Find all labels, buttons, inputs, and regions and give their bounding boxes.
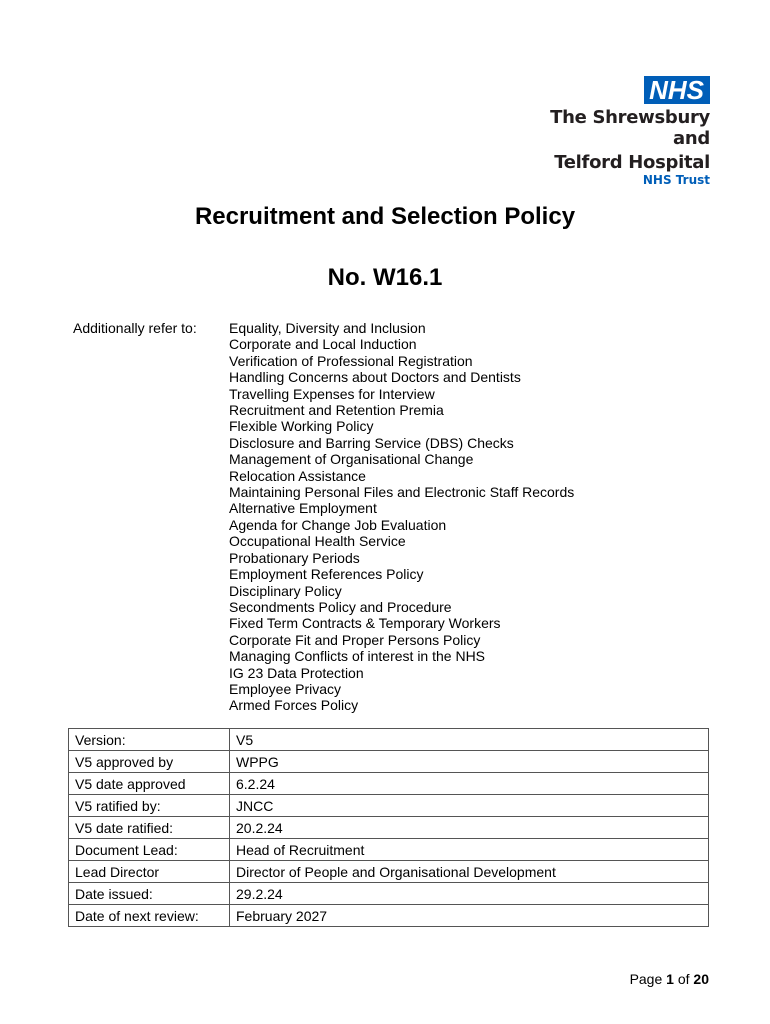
refer-list-item: Recruitment and Retention Premia bbox=[229, 402, 444, 419]
refer-list-item: Disclosure and Barring Service (DBS) Checks bbox=[229, 434, 514, 451]
table-row bbox=[69, 817, 709, 839]
refer-list-item: Managing Conflicts of interest in the NHS bbox=[229, 648, 486, 665]
table-value: 29.2.24 bbox=[230, 883, 709, 905]
refer-list-item: Employee Privacy bbox=[229, 680, 342, 697]
table-key: V5 approved by bbox=[69, 751, 230, 773]
refer-label: Additionally refer to: bbox=[73, 320, 197, 336]
refer-list-item: Flexible Working Policy bbox=[229, 418, 374, 435]
page-word: Page bbox=[629, 971, 663, 987]
table-row bbox=[69, 861, 709, 883]
table-value: V5 bbox=[230, 729, 709, 751]
table-row bbox=[69, 729, 709, 751]
table-row bbox=[69, 751, 709, 773]
page-total: 20 bbox=[693, 971, 709, 987]
table-key: Document Lead: bbox=[69, 839, 230, 861]
table-value: 20.2.24 bbox=[230, 817, 709, 839]
table-row bbox=[69, 795, 709, 817]
table-value: February 2027 bbox=[230, 905, 709, 927]
refer-list-item: Fixed Term Contracts & Temporary Workers bbox=[229, 615, 501, 632]
table-key: V5 date approved bbox=[69, 773, 230, 795]
document-title: Recruitment and Selection Policy bbox=[194, 203, 576, 230]
refer-list-item: Armed Forces Policy bbox=[229, 697, 359, 714]
refer-list-item: IG 23 Data Protection bbox=[229, 664, 364, 681]
table-row bbox=[69, 905, 709, 927]
org-name-line2: Telford Hospital bbox=[554, 152, 710, 173]
organisation-logo bbox=[510, 76, 710, 188]
org-trust: NHS Trust bbox=[642, 173, 710, 187]
page-of-word: of bbox=[677, 971, 690, 987]
table-value: 6.2.24 bbox=[230, 773, 709, 795]
table-row bbox=[69, 883, 709, 905]
refer-list-item: Maintaining Personal Files and Electronic Staff Records bbox=[229, 484, 575, 501]
refer-list-item: Management of Organisational Change bbox=[229, 451, 474, 468]
refer-list-item: Probationary Periods bbox=[229, 549, 360, 566]
document-control-table bbox=[68, 728, 709, 927]
refer-list-item: Employment References Policy bbox=[229, 566, 424, 583]
table-value: Director of People and Organisational Development bbox=[230, 861, 709, 883]
table-key: V5 date ratified: bbox=[69, 817, 230, 839]
refer-list-item: Corporate and Local Induction bbox=[229, 336, 417, 353]
page-number bbox=[630, 971, 709, 987]
refer-list-item: Handling Concerns about Doctors and Dentists bbox=[229, 369, 521, 386]
table-value: WPPG bbox=[230, 751, 709, 773]
table-key: Date of next review: bbox=[69, 905, 230, 927]
table-key: V5 ratified by: bbox=[69, 795, 230, 817]
refer-list-item: Relocation Assistance bbox=[229, 467, 366, 484]
table-key: Version: bbox=[69, 729, 230, 751]
refer-list bbox=[229, 320, 574, 714]
refer-list-item: Verification of Professional Registration bbox=[229, 352, 473, 369]
table-value: Head of Recruitment bbox=[230, 839, 709, 861]
table-row bbox=[69, 839, 709, 861]
refer-list-item: Equality, Diversity and Inclusion bbox=[229, 320, 426, 336]
refer-list-item: Travelling Expenses for Interview bbox=[229, 385, 435, 402]
policy-number: No. W16.1 bbox=[327, 264, 443, 291]
org-name-line1: The Shrewsbury and bbox=[550, 107, 710, 149]
refer-list-item: Corporate Fit and Proper Persons Policy bbox=[229, 631, 481, 648]
page-current: 1 bbox=[666, 971, 674, 987]
refer-list-item: Disciplinary Policy bbox=[229, 582, 342, 599]
refer-list-item: Alternative Employment bbox=[229, 500, 377, 517]
refer-list-item: Agenda for Change Job Evaluation bbox=[229, 516, 447, 533]
table-value: JNCC bbox=[230, 795, 709, 817]
table-row bbox=[69, 773, 709, 795]
nhs-logo: NHS bbox=[644, 76, 710, 104]
refer-list-item: Secondments Policy and Procedure bbox=[229, 598, 452, 615]
table-key: Lead Director bbox=[69, 861, 230, 883]
table-key: Date issued: bbox=[69, 883, 230, 905]
refer-list-item: Occupational Health Service bbox=[229, 533, 406, 550]
